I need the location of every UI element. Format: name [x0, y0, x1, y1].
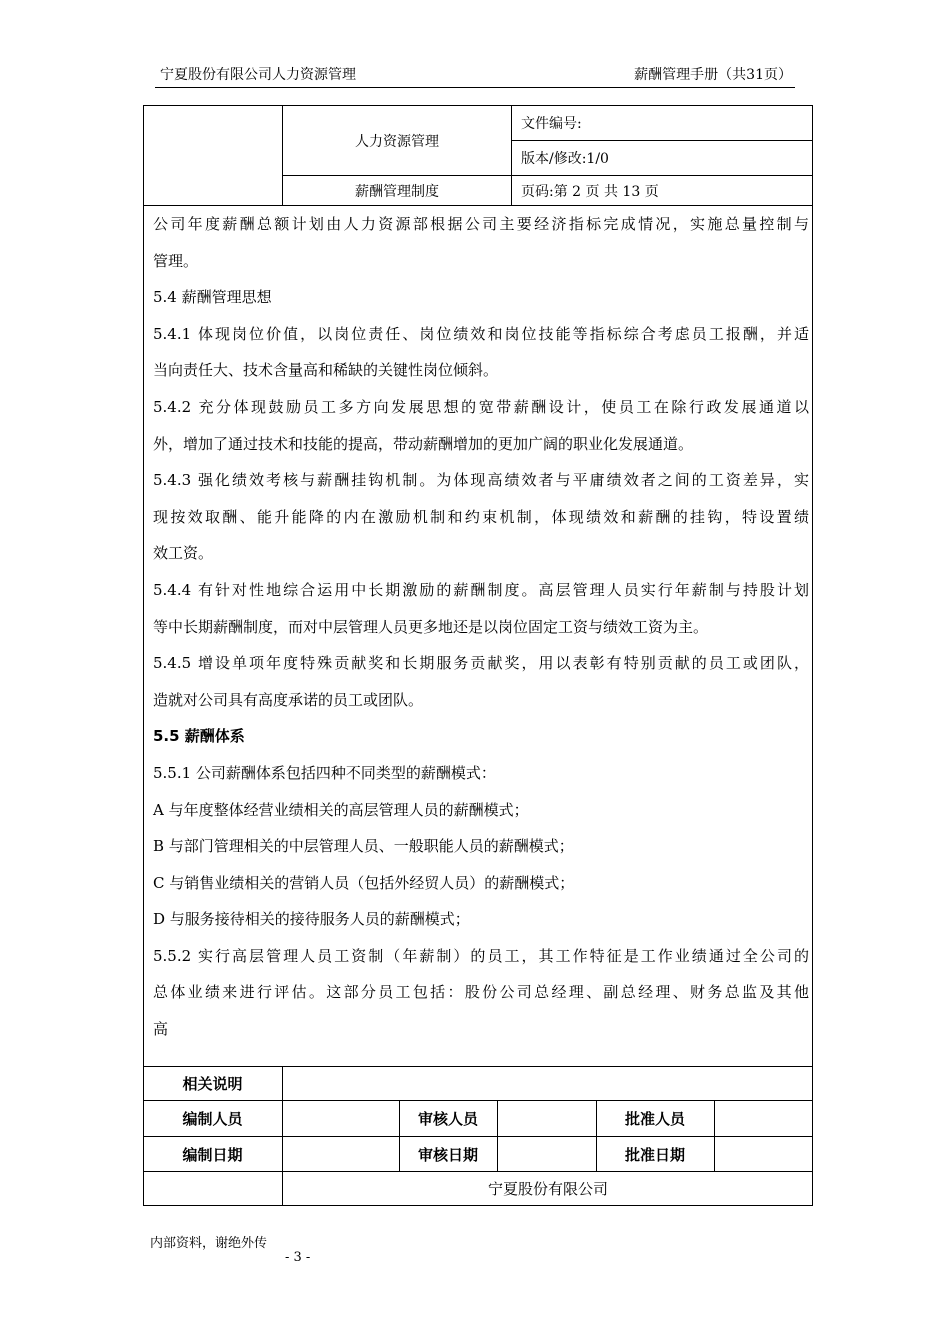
body-line: A 与年度整体经营业绩相关的高层管理人员的薪酬模式；: [153, 800, 529, 819]
reviewer-label: 审核人员: [417, 1110, 478, 1128]
body-line: 5.4 薪酬管理思想: [153, 288, 272, 307]
body-line: D 与服务接待相关的接待服务人员的薪酬模式；: [153, 910, 470, 929]
page-info-cell: 页码:第 2 页 共 13 页: [521, 183, 659, 200]
page-number: - 3 -: [285, 1250, 311, 1265]
body-line: 5.5.2 实行高层管理人员工资制（年薪制）的员工，其工作特征是工作业绩通过全公司的: [153, 946, 809, 965]
header-right-title: 薪酬管理手册（共31页）: [634, 67, 792, 83]
body-line: 当向责任大、技术含量高和稀缺的关键性岗位倾斜。: [153, 361, 499, 380]
body-line: 等中长期薪酬制度，而对中层管理人员更多地还是以岗位固定工资与绩效工资为主。: [153, 617, 709, 636]
body-line: 外，增加了通过技术和技能的提高，带动薪酬增加的更加广阔的职业化发展通道。: [153, 434, 694, 453]
body-line: 管理。: [153, 251, 199, 270]
body-line: 公司年度薪酬总额计划由人力资源部根据公司主要经济指标完成情况，实施总量控制与: [153, 215, 809, 233]
department-cell: 人力资源管理: [355, 133, 439, 150]
table-divider: [511, 105, 512, 205]
body-line: 5.4.5 增设单项年度特殊贡献奖和长期服务贡献奖，用以表彰有特别贡献的员工或团队，: [153, 654, 809, 673]
approve-date-label: 批准日期: [624, 1145, 685, 1164]
body-line: 高: [153, 1020, 169, 1039]
body-line: 5.4.1 体现岗位价值，以岗位责任、岗位绩效和岗位技能等指标综合考虑员工报酬，并适: [153, 324, 809, 343]
author-date-label: 编制日期: [182, 1145, 243, 1164]
document-title: 薪酬管理制度: [355, 183, 439, 200]
review-date-label: 审核日期: [417, 1145, 478, 1164]
body-line: 效工资。: [153, 544, 214, 563]
body-line: 5.4.3 强化绩效考核与薪酬挂钩机制。为体现高绩效者与平庸绩效者之间的工资差异，实: [153, 471, 809, 490]
confidential-note: 内部资料，谢绝外传: [150, 1236, 268, 1251]
section-heading: 5.5 薪酬体系: [153, 727, 245, 746]
body-line: 5.4.2 充分体现鼓励员工多方向发展思想的宽带薪酬设计，使员工在除行政发展通道以: [153, 397, 809, 416]
body-line: 5.4.4 有针对性地综合运用中长期激励的薪酬制度。高层管理人员实行年薪制与持股计划: [153, 580, 809, 599]
body-line: 现按效取酬、能升能降的内在激励机制和约束机制，体现绩效和薪酬的挂钩，特设置绩: [153, 507, 809, 526]
related-notes-label: 相关说明: [182, 1075, 243, 1093]
body-line: 造就对公司具有高度承诺的员工或团队。: [153, 690, 424, 709]
doc-number-label: 文件编号:: [521, 116, 582, 132]
document-body: [153, 206, 809, 1048]
author-label: 编制人员: [182, 1110, 243, 1128]
approver-label: 批准人员: [624, 1110, 685, 1128]
header-left-title: 宁夏股份有限公司人力资源管理: [160, 67, 356, 83]
company-name: 宁夏股份有限公司: [487, 1180, 608, 1198]
body-line: C 与销售业绩相关的营销人员（包括外经贸人员）的薪酬模式；: [153, 873, 575, 892]
version-cell: 版本/修改:1/0: [521, 151, 609, 167]
table-divider: [497, 1100, 498, 1171]
body-line: 5.5.1 公司薪酬体系包括四种不同类型的薪酬模式：: [153, 763, 496, 782]
body-line: 总体业绩来进行评估。这部分员工包括：股份公司总经理、副总经理、财务总监及其他: [153, 983, 809, 1002]
header-rule: [155, 87, 795, 88]
body-line: B 与部门管理相关的中层管理人员、一般职能人员的薪酬模式；: [153, 837, 574, 856]
table-divider: [714, 1100, 715, 1171]
